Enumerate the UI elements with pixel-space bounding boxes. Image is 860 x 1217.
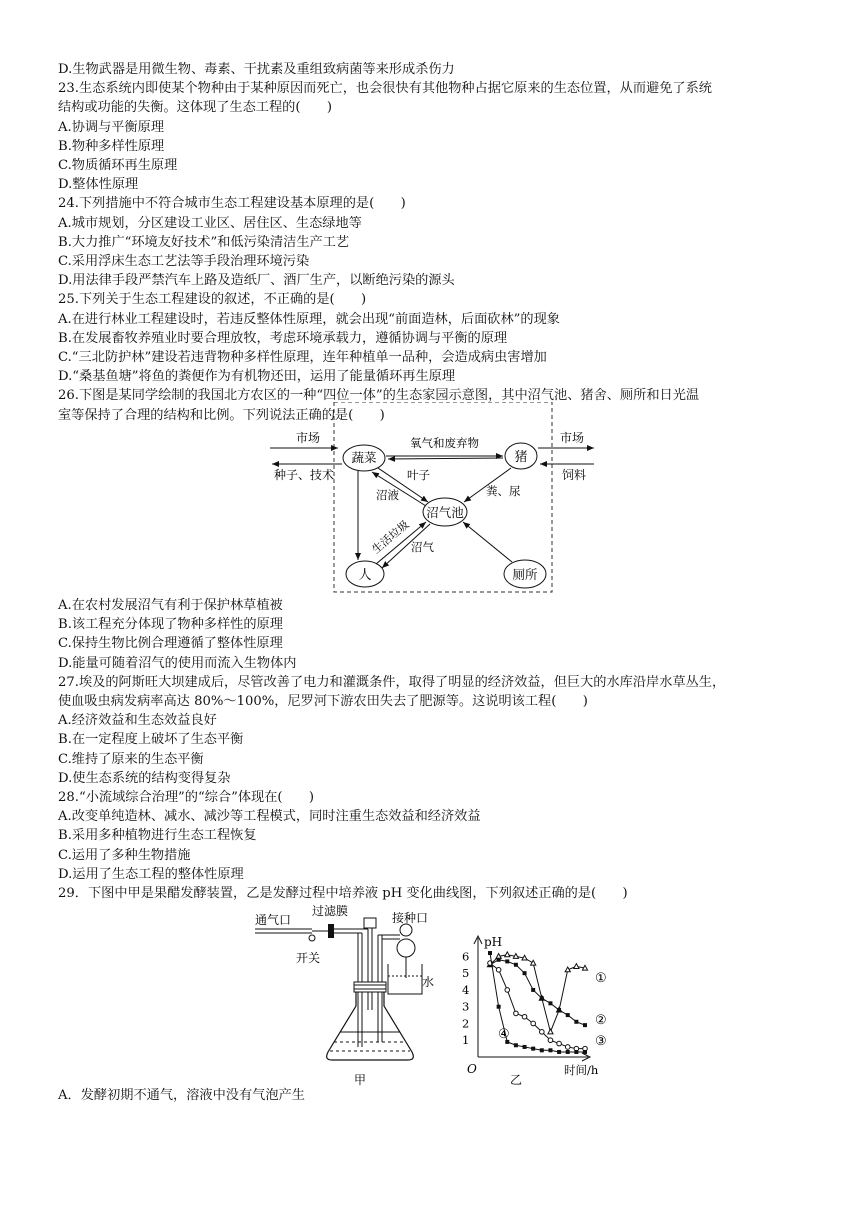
ecological-home-diagram: [268, 402, 598, 594]
text-line: D.用法律手段严禁汽车上路及造纸厂、酒厂生产，以断绝污染的源头: [58, 273, 455, 289]
ph-change-chart: [462, 935, 607, 1087]
data-point-s2-7: [548, 1001, 552, 1005]
data-point-s3-6: [540, 1030, 545, 1035]
text-line: A.城市规划，分区建设工业区、居住区、生态绿地等: [58, 215, 362, 231]
text-line: D.生物武器是用微生物、毒素、干扰素及重组致病菌等来形成杀伤力: [58, 62, 455, 77]
market-left-label: 市场: [296, 431, 321, 445]
data-point-s3-1: [496, 968, 501, 973]
text-line: A.协调与平衡原理: [58, 119, 165, 135]
data-point-s4-5: [531, 1047, 535, 1051]
data-point-s1-3: [513, 954, 518, 959]
data-point-s2-1: [497, 958, 501, 962]
yi-label: 乙: [510, 1073, 523, 1087]
data-point-s1-5: [531, 960, 536, 965]
data-point-s2-3: [514, 963, 518, 967]
text-line: D.整体性原理: [58, 177, 139, 193]
text-line: C.采用浮床生态工艺法等手段治理环境污染: [58, 254, 310, 269]
slurry-label: 沼液: [376, 488, 399, 502]
series-line-2: [490, 960, 585, 1025]
text-line: 室等保持了合理的结构和比例。下列说法正确的是( ): [58, 407, 385, 423]
person-label: 人: [358, 568, 372, 583]
time-axis-label: 时间/h: [564, 1063, 599, 1077]
data-point-s1-9: [565, 967, 570, 972]
text-line: A.经济效益和生态效益良好: [58, 713, 217, 729]
data-point-s1-2: [505, 952, 510, 957]
text-line: C.维持了原来的生态平衡: [58, 751, 204, 767]
data-point-s3-9: [565, 1045, 570, 1050]
jia-label: 甲: [354, 1073, 367, 1087]
feed-label: 饲料: [562, 468, 587, 482]
text-line: B.在一定程度上破坏了生态平衡: [58, 732, 244, 748]
curve-label-2: ②: [595, 1013, 607, 1028]
text-line: 28.“小流域综合治理”的“综合”体现在( ): [58, 790, 315, 805]
data-point-s2-6: [540, 996, 544, 1000]
toilet-label: 厕所: [512, 567, 538, 582]
text-line: 29．下图中甲是果醋发酵装置，乙是发酵过程中培养液 pH 变化曲线图，下列叙述正确的是( ): [58, 886, 628, 901]
text-line: C.物质循环再生原理: [58, 158, 178, 173]
household-waste-label: 生活垃圾: [369, 518, 412, 557]
y-tick-label: 3: [462, 999, 470, 1014]
text-line: D.能量可随着沼气的使用而流入生物体内: [58, 655, 297, 671]
curve-label-3: ③: [595, 1034, 607, 1049]
text-line: D.“桑基鱼塘”将鱼的粪便作为有机物还田，运用了能量循环再生原理: [58, 369, 456, 385]
text-line: A.在农村发展沼气有利于保护林草植被: [58, 598, 283, 613]
market-right-label: 市场: [560, 431, 585, 445]
data-point-s3-8: [557, 1041, 562, 1046]
curve-label-4: ④: [498, 1027, 510, 1042]
text-line: 25.下列关于生态工程建设的叙述，不正确的是( ): [58, 292, 367, 308]
vegetable-label: 蔬菜: [351, 450, 377, 465]
text-line: 23.生态系统内即使某个物种由于某种原因而死亡，也会很快有其他物种占据它原来的生态位置，从而避免了系统: [58, 81, 712, 97]
text-line: B.采用多种植物进行生态工程恢复: [58, 828, 257, 844]
y-tick-label: 6: [462, 949, 470, 964]
oxygen-waste-label: 氧气和废弃物: [410, 436, 479, 450]
text-line: 26.下图是某同学绘制的我国北方农区的一种“四位一体”的生态家园示意图，其中沼气池、猪舍、厕所和日光温: [58, 388, 700, 404]
text-line: 使血吸虫病发病率高达 80%～100%，尼罗河下游农田失去了肥源等。这说明该工程( ): [58, 694, 588, 709]
leaves-label: 叶子: [407, 468, 430, 482]
seed-tech-label: 种子、技术: [274, 468, 335, 482]
data-point-s2-5: [531, 988, 535, 992]
conical-flask: [327, 992, 414, 1060]
data-point-s4-0: [488, 951, 492, 955]
water-label: 水: [422, 975, 435, 989]
text-line: A.在进行林业工程建设时，若违反整体性原理，就会出现“前面造林，后面砍林”的现象: [58, 311, 560, 327]
text-line: D.使生态系统的结构变得复杂: [58, 770, 231, 786]
y-tick-label: 4: [462, 982, 470, 997]
text-line: C.保持生物比例合理遵循了整体性原理: [58, 636, 283, 652]
filter-label: 过滤膜: [312, 904, 349, 918]
text-line: 27.埃及的阿斯旺大坝建成后，尽管改善了电力和灌溉条件，取得了明显的经济效益，但巨大的水库沿岸水草丛生，: [58, 674, 726, 690]
manure-label: 粪、尿: [486, 484, 521, 498]
series-line-1: [490, 955, 585, 1032]
text-line: B.该工程充分体现了物种多样性的原理: [58, 617, 283, 633]
switch-label: 开关: [296, 951, 321, 965]
pig-label: 猪: [514, 450, 528, 465]
fermentation-apparatus: [255, 903, 434, 1087]
data-point-s4-3: [514, 1043, 518, 1047]
text-line: D.运用了生态工程的整体性原理: [58, 866, 244, 882]
text-line: C.“三北防护林”建设若违背物种多样性原理，连年种植单一品种，会造成病虫害增加: [58, 350, 547, 365]
data-point-s3-3: [514, 1011, 519, 1016]
data-point-s1-1: [496, 954, 501, 959]
inoculation-label: 接种口: [392, 911, 429, 925]
text-line: C.运用了多种生物措施: [58, 847, 191, 863]
biogas-label: 沼气: [411, 540, 434, 554]
data-point-s2-4: [523, 971, 527, 975]
data-point-s3-2: [505, 988, 510, 993]
data-point-s2-11: [583, 1023, 587, 1027]
data-point-s1-11: [582, 965, 587, 970]
data-point-s1-10: [574, 964, 579, 969]
data-point-s4-1: [497, 1005, 501, 1009]
data-point-s3-5: [531, 1021, 536, 1026]
data-point-s4-8: [557, 1050, 561, 1054]
biogas-pool-label: 沼气池: [426, 505, 464, 520]
data-point-s4-9: [566, 1050, 570, 1054]
text-line: B.大力推广“环境友好技术”和低污染清洁生产工艺: [58, 234, 350, 250]
data-point-s1-4: [522, 955, 527, 960]
vinegar-fermentation-figure: [250, 902, 620, 1088]
data-point-s2-8: [557, 1008, 561, 1012]
data-point-s3-4: [522, 1014, 527, 1019]
data-point-s4-10: [574, 1050, 578, 1054]
text-line: 结构或功能的失衡。这体现了生态工程的( ): [58, 100, 333, 116]
filter-membrane: [328, 924, 334, 938]
option-a-line: A．发酵初期不通气，溶液中没有气泡产生: [58, 1088, 305, 1103]
data-point-s4-6: [540, 1048, 544, 1052]
data-point-s4-4: [523, 1045, 527, 1049]
data-point-s4-7: [548, 1048, 552, 1052]
data-point-s3-7: [548, 1038, 553, 1043]
data-point-s2-2: [505, 959, 509, 963]
data-point-s4-11: [583, 1050, 587, 1054]
air-inlet-label: 通气口: [255, 913, 292, 927]
data-point-s1-7: [548, 1029, 553, 1034]
data-point-s2-10: [574, 1020, 578, 1024]
ph-axis-label: pH: [484, 935, 503, 949]
data-point-s2-9: [566, 1013, 570, 1017]
switch-valve: [309, 935, 315, 941]
text-line: 24.下列措施中不符合城市生态工程建设基本原理的是( ): [58, 196, 406, 212]
text-line: B.在发展畜牧养殖业时要合理放牧，考虑环境承载力，遵循协调与平衡的原理: [58, 330, 508, 346]
y-tick-label: 5: [462, 966, 470, 981]
origin-label: O: [467, 1062, 477, 1076]
text-line: A.改变单纯造林、减水、减沙等工程模式，同时注重生态效益和经济效益: [58, 809, 481, 825]
text-line: B.物种多样性原理: [58, 138, 165, 154]
curve-label-1: ①: [595, 971, 607, 986]
y-tick-label: 1: [462, 1033, 470, 1048]
y-tick-label: 2: [462, 1016, 470, 1031]
